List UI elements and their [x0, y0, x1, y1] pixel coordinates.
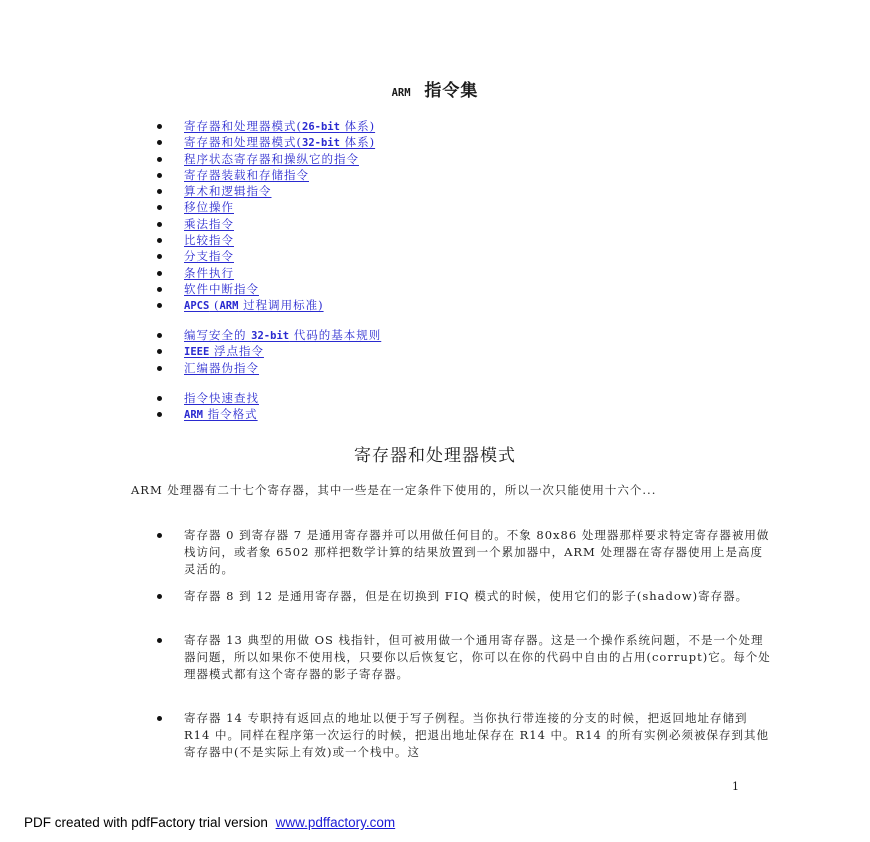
- document-title: [0, 76, 870, 101]
- toc-link[interactable]: 条件执行: [184, 265, 234, 280]
- register-bullet: 寄存器 14 专职持有返回点的地址以便于写子例程。当你执行带连接的分支的时候，把返回地址存储到 R14 中。同样在程序第一次运行的时候，把退出地址保存在 R14 中。R14 的所有实例必须被保存到其他寄存器中(不是实际上有效)或一个栈中。这: [152, 710, 774, 761]
- section-title: 寄存器和处理器模式: [354, 446, 516, 466]
- toc-item: [152, 248, 375, 264]
- toc-item: [152, 199, 375, 215]
- toc-item: [152, 216, 375, 232]
- toc-link[interactable]: 编写安全的 32-bit 代码的基本规则: [184, 328, 382, 342]
- toc-link[interactable]: 比较指令: [184, 233, 234, 248]
- toc-item: [152, 265, 375, 281]
- toc-link[interactable]: 寄存器和处理器模式(32-bit 体系): [184, 135, 376, 150]
- toc-item: [152, 232, 375, 248]
- intro-paragraph: ARM 处理器有二十七个寄存器，其中一些是在一定条件下使用的，所以一次只能使用十六个...: [131, 483, 657, 497]
- toc-link[interactable]: 分支指令: [184, 249, 234, 264]
- toc-link[interactable]: APCS (ARM 过程调用标准): [184, 298, 324, 313]
- toc-item: [152, 281, 375, 297]
- toc-link[interactable]: 移位操作: [184, 200, 234, 215]
- toc-link[interactable]: 寄存器和处理器模式(26-bit 体系): [184, 119, 376, 133]
- toc-item: [152, 118, 375, 134]
- toc-list-reference: [152, 390, 259, 423]
- toc-item: [152, 297, 375, 313]
- toc-list-extra: [152, 327, 381, 376]
- page-number: 1: [732, 780, 739, 793]
- toc-link[interactable]: 寄存器装载和存储指令: [184, 167, 309, 182]
- toc-link[interactable]: 指令快速查找: [184, 391, 259, 405]
- toc-item: [152, 390, 259, 406]
- register-bullet: 寄存器 0 到寄存器 7 是通用寄存器并可以用做任何目的。不象 80x86 处理器那样要求特定寄存器被用做栈访问，或者象 6502 那样把数学计算的结果放置到一个累加器中，ARM 处理器在寄存器使用上是高度灵活的。: [152, 527, 774, 578]
- toc-list-main: [152, 118, 375, 314]
- footer-text: PDF created with pdfFactory trial version: [24, 815, 268, 830]
- toc-item: [152, 406, 259, 422]
- toc-item: [152, 151, 375, 167]
- toc-link[interactable]: 软件中断指令: [184, 281, 259, 296]
- title-zh: 指令集: [424, 81, 479, 101]
- toc-link[interactable]: 汇编器伪指令: [184, 360, 259, 375]
- toc-item: [152, 327, 381, 343]
- title-en: ARM: [391, 87, 411, 99]
- toc-item: [152, 134, 375, 150]
- toc-item: [152, 343, 381, 359]
- footer-link[interactable]: www.pdffactory.com: [275, 815, 396, 830]
- register-bullet: 寄存器 8 到 12 是通用寄存器，但是在切换到 FIQ 模式的时候，使用它们的影子(shadow)寄存器。: [152, 588, 774, 605]
- toc-link[interactable]: 乘法指令: [184, 216, 234, 231]
- toc-link[interactable]: 算术和逻辑指令: [184, 184, 272, 199]
- toc-link[interactable]: 程序状态寄存器和操纵它的指令: [184, 151, 359, 166]
- toc-link[interactable]: IEEE 浮点指令: [184, 344, 264, 359]
- toc-item: [152, 183, 375, 199]
- toc-item: [152, 360, 381, 376]
- toc-item: [152, 167, 375, 183]
- toc-link[interactable]: ARM 指令格式: [184, 407, 258, 422]
- register-bullet: 寄存器 13 典型的用做 OS 栈指针，但可被用做一个通用寄存器。这是一个操作系统问题，不是一个处理器问题，所以如果你不使用栈，只要你以后恢复它，你可以在你的代码中自由的占用(corrupt)它。每个处理器模式都有这个寄存器的影子寄存器。: [152, 632, 774, 683]
- pdf-footer: [24, 815, 395, 830]
